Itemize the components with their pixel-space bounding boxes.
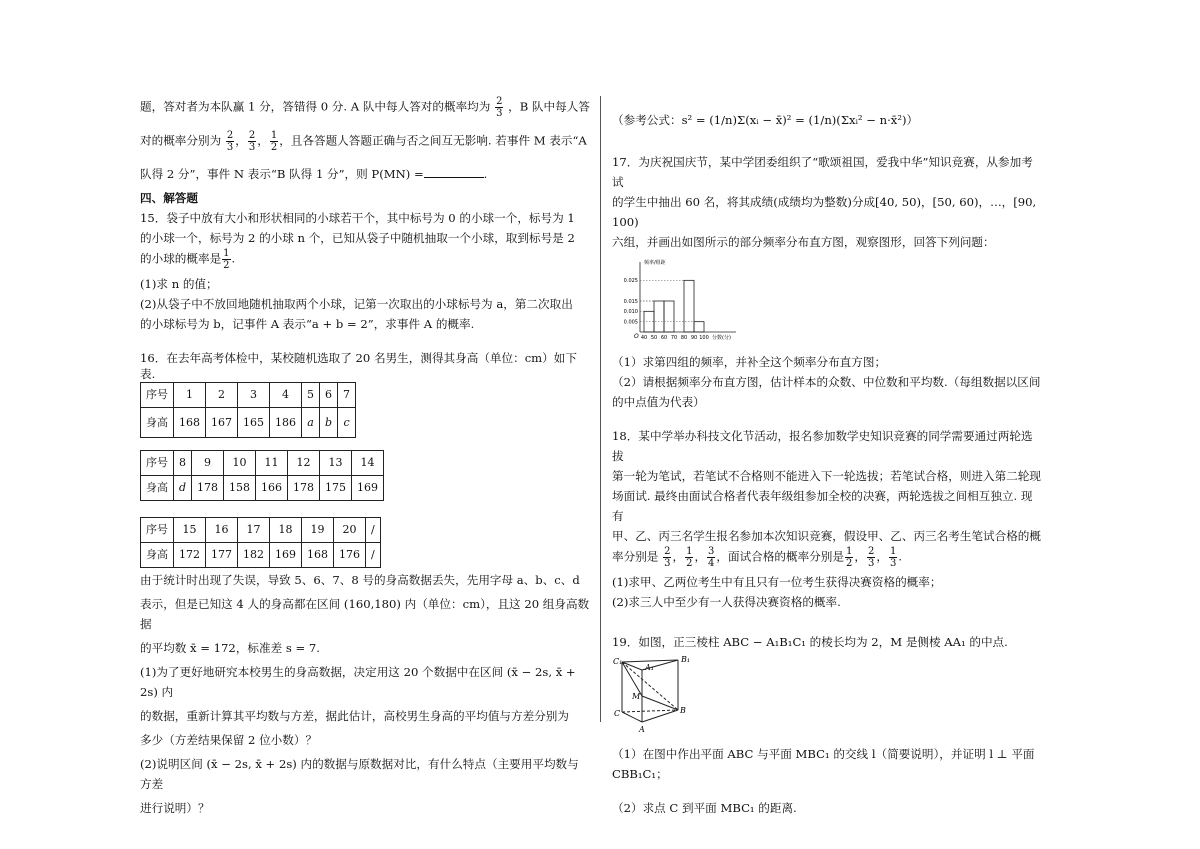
- text: ，B 队中每人答: [508, 99, 590, 114]
- q16-para2: 表示，但是已知这 4 人的身高都在区间 (160,180) 内（单位：cm），且这 20 组身高数据: [140, 597, 590, 631]
- table-cell: 168: [174, 408, 206, 438]
- x-tick-label: 90: [690, 335, 698, 341]
- table-header-cell: 17: [238, 518, 270, 543]
- x-tick-label: 50: [650, 335, 658, 341]
- table-cell: c: [338, 408, 356, 438]
- frac-num: 3: [708, 546, 715, 557]
- q19-sub1: （1）在图中作出平面 ABC 与平面 MBC₁ 的交线 l（简要说明），并证明 l ⊥ 平面 CBB₁C₁；: [612, 747, 1035, 781]
- table-header-cell: 11: [256, 451, 288, 476]
- table-header-cell: 序号: [141, 383, 174, 408]
- table-header-cell: 13: [320, 451, 352, 476]
- table-cell: 身高: [141, 543, 174, 568]
- table-header-cell: 序号: [141, 518, 174, 543]
- edge-c1b1: [622, 660, 678, 662]
- fraction: [495, 96, 503, 119]
- frac-num: 1: [686, 546, 693, 557]
- q15-line2: 的小球一个，标号为 2 的小球 n 个，已知从袋子中随机抽取一个小球，取到标号是 2: [140, 231, 575, 245]
- x-tick-label: 40: [640, 335, 648, 341]
- histogram-bar: [694, 322, 704, 332]
- fraction: [707, 546, 715, 569]
- frac-num: 2: [248, 130, 256, 141]
- reference-formula: （参考公式：s² = (1/n)Σ(xᵢ − x̄)² = (1/n)(Σxᵢ² − n·x̄²)）: [612, 113, 919, 127]
- q18-sub2: (2)求三人中至少有一人获得决赛资格的概率.: [612, 595, 841, 609]
- table-row: [141, 451, 384, 476]
- y-tick-label: 0.025: [623, 278, 638, 285]
- frac-num: 2: [867, 546, 875, 557]
- table-cell: /: [366, 543, 381, 568]
- table-header-cell: 4: [270, 383, 302, 408]
- table-cell: 身高: [141, 476, 174, 501]
- table-header-cell: 1: [174, 383, 206, 408]
- frac-den: 3: [226, 142, 234, 153]
- q16-para3: 的平均数 x̄ = 172，标准差 s = 7.: [140, 641, 320, 655]
- histogram-bar: [684, 280, 694, 332]
- q19-line1: 19．如图，正三棱柱 ABC − A₁B₁C₁ 的棱长均为 2，M 是侧棱 AA₁ 的中点.: [612, 635, 1008, 649]
- frac-num: 1: [223, 248, 230, 259]
- frac-den: 3: [248, 142, 256, 153]
- q17-sub2a: （2）请根据频率分布直方图，估计样本的众数、中位数和平均数.（每组数据以区间: [612, 375, 1041, 389]
- q14-line2: 对的概率分别为 $\frac{2}{3}$ ， $\frac{2}{3}$ ， $\frac{1}{2}$ ，且各答题人答题正确与否之间互无影响. 若事件 M 表示“A: [140, 130, 587, 153]
- table-cell: 166: [256, 476, 288, 501]
- q18-line1: 18．某中学举办科技文化节活动，报名参加数学史知识竞赛的同学需要通过两轮选拔: [612, 429, 1033, 463]
- table-cell: 168: [302, 543, 334, 568]
- frac-den: 3: [496, 108, 503, 119]
- text: 队得 2 分”，事件 N 表示“B 队得 1 分”，则 P(MN) =: [140, 167, 424, 181]
- label-m: M: [632, 692, 641, 701]
- frac-den: 3: [867, 558, 875, 569]
- table-header-cell: 18: [270, 518, 302, 543]
- table-cell: 178: [192, 476, 224, 501]
- table-cell: 178: [288, 476, 320, 501]
- table-header-cell: /: [366, 518, 381, 543]
- table-header-cell: 5: [302, 383, 320, 408]
- label-a1: A₁: [645, 663, 654, 672]
- table-cell: 167: [206, 408, 238, 438]
- q14-line3: 队得 2 分”，事件 N 表示“B 队得 1 分”，则 P(MN) = .: [140, 167, 488, 181]
- text: ，面试合格的概率分别是: [716, 549, 844, 564]
- left-column: [140, 96, 590, 818]
- text: 率分别是: [612, 549, 659, 564]
- frac-den: 3: [664, 558, 671, 569]
- y-axis-label: 频率/组距: [644, 260, 666, 266]
- table-row: [141, 518, 381, 543]
- table-cell: 176: [334, 543, 366, 568]
- q15-sub2b: 的小球标号为 b，记事件 A 表示“a + b = 2”，求事件 A 的概率.: [140, 317, 475, 331]
- histogram-bar: [654, 301, 664, 332]
- table-header-cell: 6: [320, 383, 338, 408]
- text: 的小球的概率是: [140, 251, 222, 266]
- table-header-cell: 2: [206, 383, 238, 408]
- table-row: [141, 383, 356, 408]
- q14-line1: [140, 96, 590, 118]
- text: ，且各答题人答题正确与否之间互无影响. 若事件 M 表示“A: [279, 133, 587, 148]
- line-mb: [642, 696, 678, 710]
- table-header-cell: 3: [238, 383, 270, 408]
- edge-ab: [642, 710, 678, 722]
- frac-den: 4: [708, 558, 715, 569]
- frac-num: 1: [845, 546, 853, 557]
- y-tick-label: 0.005: [623, 319, 638, 326]
- edge-cb: [622, 710, 678, 712]
- fraction: [663, 546, 671, 569]
- frac-den: 2: [270, 142, 278, 153]
- table-header-cell: 8: [174, 451, 192, 476]
- q18-line5: 率分别是 $\frac{2}{3}$ ， $\frac{1}{2}$ ， $\frac{3}{4}$ ，面试合格的概率分别是 $\frac{1}{2}$ ， $\frac{2}{3}$ ， $\frac{1}{3}$ .: [612, 546, 902, 569]
- table-row: [141, 543, 381, 568]
- fraction: [845, 546, 853, 569]
- table-cell: 身高: [141, 408, 174, 438]
- label-c: C: [614, 709, 621, 718]
- q16-sub1b: 的数据，重新计算其平均数与方差，据此估计，高校男生身高的平均值与方差分别为: [140, 709, 569, 723]
- table-header-cell: 12: [288, 451, 320, 476]
- height-table-2: [140, 450, 384, 501]
- q15-sub1: (1)求 n 的值；: [140, 277, 218, 291]
- table-cell: 169: [270, 543, 302, 568]
- q18-line3: 场面试. 最终由面试合格者代表年级组参加全校的决赛，两轮选拔之间相互独立. 现有: [612, 489, 1033, 523]
- text: 对的概率分别为: [140, 133, 222, 148]
- table-row: [141, 408, 356, 438]
- fraction: [685, 546, 693, 569]
- column-divider: [600, 96, 601, 722]
- frac-den: 3: [889, 558, 897, 569]
- label-a: A: [639, 725, 645, 734]
- answer-blank: [424, 165, 484, 178]
- table-header-cell: 16: [206, 518, 238, 543]
- table-cell: 186: [270, 408, 302, 438]
- table-cell: 177: [206, 543, 238, 568]
- x-axis-label: 分数(分): [712, 335, 731, 341]
- fraction: [889, 546, 897, 569]
- table-header-cell: 7: [338, 383, 356, 408]
- q16-sub1c: 多少（方差结果保留 2 位小数）？: [140, 733, 318, 747]
- frac-num: 1: [270, 130, 278, 141]
- table-cell: 158: [224, 476, 256, 501]
- table-cell: 182: [238, 543, 270, 568]
- label-b1: B₁: [681, 656, 691, 664]
- label-b: B: [680, 706, 686, 715]
- q17-sub1: （1）求第四组的频率，并补全这个频率分布直方图；: [612, 355, 887, 369]
- q15-line1: 15．袋子中放有大小和形状相同的小球若干个，其中标号为 0 的小球一个，标号为 1: [140, 211, 575, 225]
- y-tick-label: 0.010: [623, 309, 638, 316]
- table-header-cell: 9: [192, 451, 224, 476]
- table-cell: b: [320, 408, 338, 438]
- fraction: [226, 130, 234, 153]
- text: 题，答对者为本队赢 1 分，答错得 0 分. A 队中每人答对的概率均为: [140, 99, 491, 114]
- q16-sub2b: 进行说明）？: [140, 801, 210, 815]
- table-header-cell: 15: [174, 518, 206, 543]
- table-cell: d: [174, 476, 192, 501]
- fraction: [867, 546, 875, 569]
- origin-label: O: [634, 333, 639, 340]
- q15-line3: 的小球的概率是 $\frac{1}{2}$ .: [140, 248, 236, 271]
- table-row: [141, 476, 384, 501]
- fraction: [248, 130, 256, 153]
- line-c1m: [622, 662, 642, 696]
- q15-sub2a: (2)从袋子中不放回地随机抽取两个小球，记第一次取出的小球标号为 a，第二次取出: [140, 297, 573, 311]
- height-table-3: [140, 517, 381, 568]
- fraction: [270, 130, 278, 153]
- edge-ca: [622, 712, 642, 722]
- q18-line4: 甲、乙、丙三名学生报名参加本次知识竞赛，假设甲、乙、丙三名考生笔试合格的概: [612, 529, 1041, 543]
- x-tick-label: 80: [680, 335, 688, 341]
- height-table-1: [140, 382, 356, 438]
- q17-line1: 17．为庆祝国庆节，某中学团委组织了“歌颂祖国，爱我中华”知识竞赛，从参加考试: [612, 155, 1033, 189]
- table-header-cell: 14: [352, 451, 384, 476]
- prism-figure: [612, 656, 702, 736]
- table-cell: 175: [320, 476, 352, 501]
- frac-num: 1: [889, 546, 897, 557]
- table-cell: 165: [238, 408, 270, 438]
- q17-line2: 的学生中抽出 60 名，将其成绩(成绩均为整数)分成[40, 50)，[50, 60)，…，[90, 100): [612, 195, 1037, 229]
- q16-para1: 由于统计时出现了失误，导致 5、6、7、8 号的身高数据丢失，先用字母 a、b、c、d: [140, 573, 580, 587]
- right-column: [612, 96, 1042, 818]
- q16-line1: 16．在去年高考体检中，某校随机选取了 20 名男生，测得其身高（单位：cm）如下: [140, 351, 577, 365]
- x-tick-label: 60: [660, 335, 668, 341]
- x-tick-label: 100: [699, 335, 709, 341]
- table-header-cell: 19: [302, 518, 334, 543]
- table-header-cell: 20: [334, 518, 366, 543]
- table-cell: a: [302, 408, 320, 438]
- table-header-cell: 10: [224, 451, 256, 476]
- q18-sub1: (1)求甲、乙两位考生中有且只有一位考生获得决赛资格的概率；: [612, 575, 942, 589]
- frac-den: 2: [845, 558, 853, 569]
- frequency-histogram: [616, 256, 766, 346]
- y-tick-label: 0.015: [623, 298, 638, 305]
- q16-line2: 表.: [140, 367, 156, 381]
- table-cell: 169: [352, 476, 384, 501]
- frac-num: 2: [226, 130, 234, 141]
- q17-sub2b: 的中点值为代表）: [612, 395, 705, 409]
- q17-line3: 六组，并画出如图所示的部分频率分布直方图，观察图形，回答下列问题：: [612, 235, 995, 249]
- frac-num: 2: [664, 546, 671, 557]
- q18-line2: 第一轮为笔试，若笔试不合格则不能进入下一轮选拔；若笔试合格，则进入第二轮现: [612, 469, 1041, 483]
- q16-sub2a: (2)说明区间 (x̄ − 2s, x̄ + 2s) 内的数据与原数据对比，有什么特点（主要用平均数与方差: [140, 757, 579, 791]
- q19-sub2: （2）求点 C 到平面 MBC₁ 的距离.: [612, 801, 797, 815]
- edge-c1a1: [622, 662, 642, 670]
- section-heading: 四、解答题: [140, 191, 198, 205]
- histogram-bar: [664, 301, 674, 332]
- frac-den: 2: [686, 558, 693, 569]
- x-tick-label: 70: [670, 335, 678, 341]
- frac-num: 2: [496, 96, 503, 107]
- table-header-cell: 序号: [141, 451, 174, 476]
- q16-sub1a: (1)为了更好地研究本校男生的身高数据，决定用这 20 个数据中在区间 (x̄ − 2s, x̄ + 2s) 内: [140, 665, 576, 699]
- label-c1: C₁: [613, 657, 623, 666]
- fraction: [222, 248, 230, 271]
- table-cell: 172: [174, 543, 206, 568]
- frac-den: 2: [223, 260, 230, 271]
